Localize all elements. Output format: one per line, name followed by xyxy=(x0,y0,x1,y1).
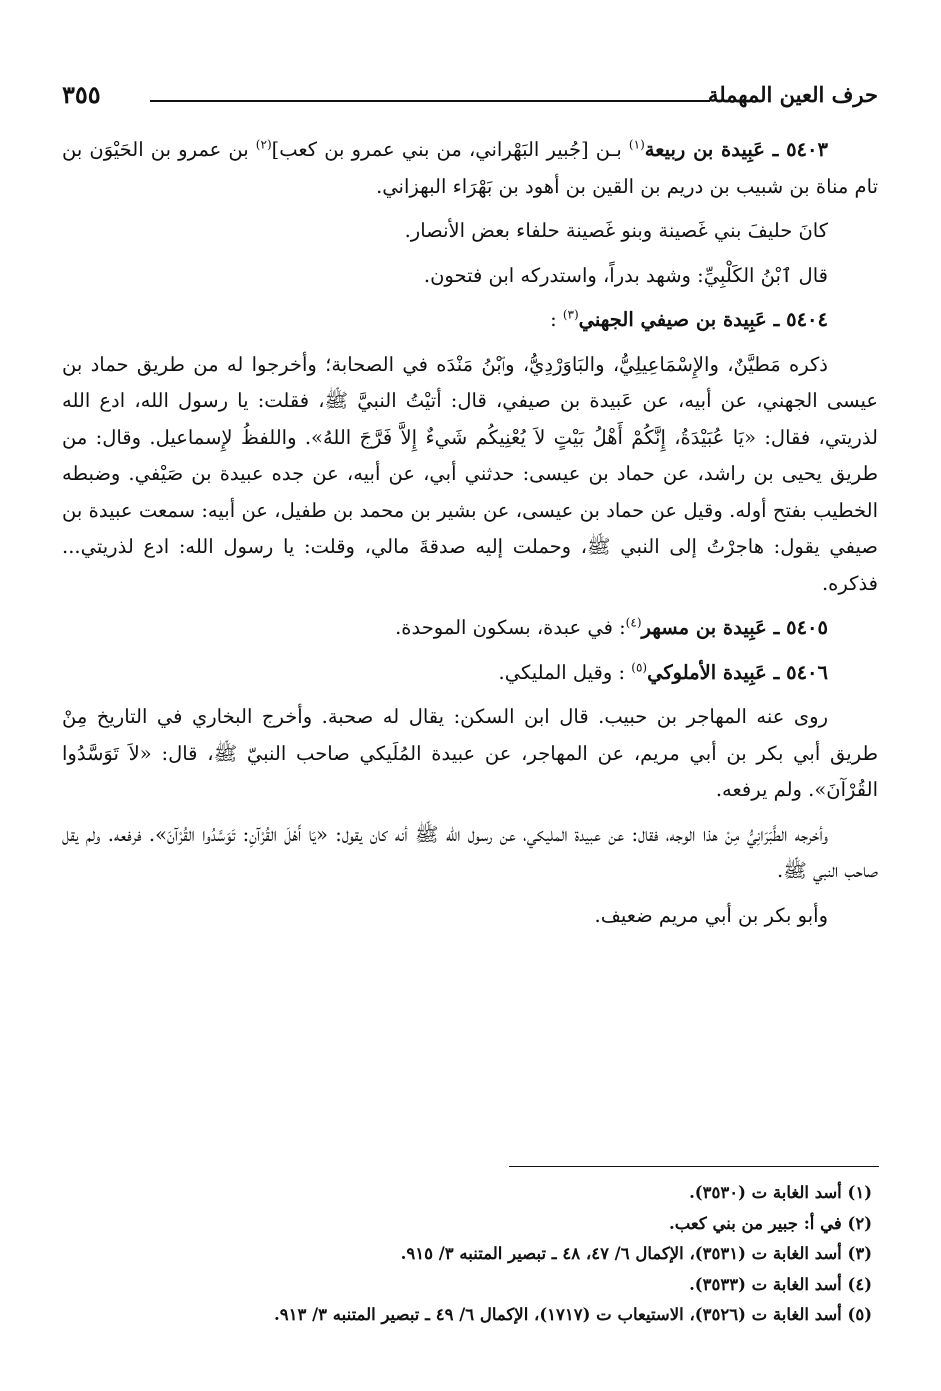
entry-text: بـن [جُبير البَهْراني، من بني عمرو بن كعب] xyxy=(271,138,629,161)
entry-5406 xyxy=(62,655,878,692)
paragraph: ذكره مَطيَّنٌ، والإِسْمَاعِيلِيُّ، والبَاوَرْدِيُّ، وٱبْنُ مَنْدَه في الصحابة؛ وأخرجوا له من طريق حماد بن عيسى الجهني، عن أبيه، عن عَبيدة بن صيفي، قال: أتيْتُ النبيَّ ﷺ، فقلت: يا رسول الله، ادع الله لذريتي، فقال: «يَا عُبَيْدَةُ، إِنَّكُمْ أَهْلُ بَيْتٍ لاَ يُعْنِيكُم شَيءٌ إِلاَّ فَرَّجَ اللهُ». واللفظُ لإِسماعيل. وقال: من طريق يحيى بن راشد، عن حماد بن عيسى: حدثني أبي، عن أبيه، عن جده عبيدة بن صَيْفي. وضبطه الخطيب بفتح أوله. وقيل عن حماد بن عيسى، عن بشير بن محمد بن طفيل، عن أبيه: سمعت عبيدة بن صيفي يقول: هاجرْتُ إلى النبي ﷺ، وحملت إليه صدقةَ مالي، وقلت: يا رسول الله: ادع لذريتي... فذكره. xyxy=(62,352,878,595)
footnote-ref: (٤) xyxy=(625,615,642,630)
entry-heading: ٥٤٠٣ ـ عَبِيدة بن ربيعة xyxy=(644,138,828,161)
entry-5403 xyxy=(62,132,878,205)
footnotes xyxy=(62,1178,872,1331)
page-number: ٣٥٥ xyxy=(62,80,101,109)
footnote-ref: (٥) xyxy=(631,660,648,674)
entry-text: : xyxy=(550,308,557,331)
paragraph: قال ٱبْنُ الكَلْبِيِّ: وشهد بدراً، واستدركه ابن فتحون. xyxy=(423,263,828,287)
paragraph: كانَ حليفَ بني غَصينة وبنو غَصينة حلفاء بعض الأنصار. xyxy=(404,219,828,242)
entry-heading: ٥٤٠٦ ـ عَبِيدة الأملوكي xyxy=(647,660,828,684)
footnote: (٥) أسد الغابة ت (٣٥٢٦)، الاستيعاب ت (١٧١٧)، الإكمال ٦/ ٤٩ ـ تبصير المتنبه ٣/ ٩١٣. xyxy=(274,1305,872,1324)
main-text xyxy=(62,132,878,942)
footnote-ref: (٣) xyxy=(562,307,579,322)
entry-text: : في عبدة، بسكون الموحدة. xyxy=(395,616,626,639)
footnote-rule xyxy=(509,1166,879,1167)
header-rule xyxy=(150,100,710,102)
footnote: (٤) أسد الغابة ت (٣٥٣٣). xyxy=(689,1274,872,1294)
entry-5404 xyxy=(62,302,878,339)
entry-heading: ٥٤٠٥ ـ عَبِيدة بن مسهر xyxy=(641,616,828,639)
footnote: (١) أسد الغابة ت (٣٥٣٠). xyxy=(689,1183,872,1202)
footnote-ref: (٢) xyxy=(255,137,272,152)
page-header xyxy=(62,78,878,118)
chapter-title: حرف العين المهملة xyxy=(707,82,878,107)
entry-text: بن عمرو بن الحَيْوَن بن تام مناة بن شبيب بن دريم بن القين بن أهود بن بَهْرَاء البهزاني. xyxy=(62,138,878,198)
footnote: (٣) أسد الغابة ت (٣٥٣١)، الإكمال ٦/ ٤٧، ٤٨ ـ تبصير المتنبه ٣/ ٩١٥. xyxy=(400,1244,872,1263)
paragraph: روى عنه المهاجر بن حبيب. قال ابن السكن: يقال له صحبة. وأخرج البخاري في التاريخ مِنْ طريق أبي بكر بن أبي مريم، عن المهاجر، عن عبيدة المُلَيكي صاحب النبيّ ﷺ، قال: «لاَ تَوَسَّدُوا القُرْآنَ». ولم يرفعه. xyxy=(62,705,878,801)
entry-5405 xyxy=(62,610,878,647)
entry-heading: ٥٤٠٤ ـ عَبِيدة بن صيفي الجهني xyxy=(578,308,828,331)
entry-text: : وقيل المليكي. xyxy=(498,660,632,684)
footnote: (٢) في أ: جبير من بني كعب. xyxy=(668,1213,872,1233)
paragraph: وأخرجه الطَّبَرَانِيُّ مِنْ هذا الوجه، فقال: عن عبيدة المليكي، عن رسول الله ﷺ أنه كان يقول: «يَا أَهْلَ القُرْآنِ: تَوَسَّدُوا القُرْآنَ». فرفعه. ولم يقل صاحب النبي ﷺ. xyxy=(62,822,878,882)
paragraph: وأبو بكر بن أبي مريم ضعيف. xyxy=(594,903,828,927)
footnote-ref: (١) xyxy=(628,137,645,152)
